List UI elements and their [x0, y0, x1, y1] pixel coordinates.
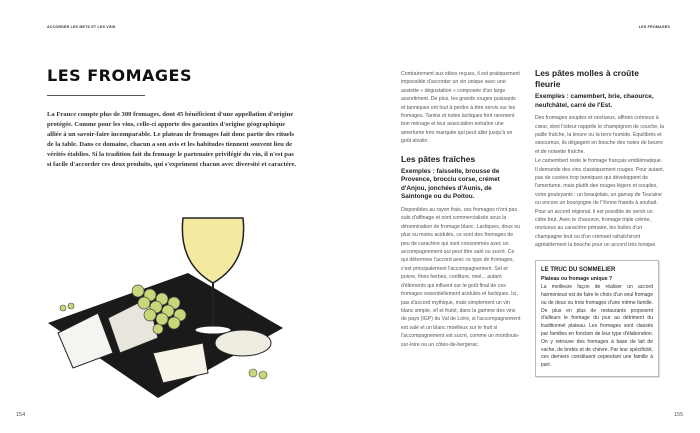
soft-cheese-examples: Exemples : camembert, brie, chaource, neufchâtel, carré de l'Est.: [535, 93, 654, 109]
tip-body: La meilleure façon de réaliser un accord harmonieux est de faire le choix d'un seul fromage ou de deux ou trois fromages d'une même famille. De plus en plus de restaurants proposent d'ailleurs le fromage du jour au détriment du traditionnel plateau. Les fromages sont classés par familles en fonction de leur type d'élaboration. On y retrouve des fromages à base de lait de vache, de brebis et de chèvre. Par leur spécificité, ces derniers constituent cependant une famille à part.: [541, 284, 653, 369]
soft-cheese-heading: Les pâtes molles à croûte fleurie: [535, 68, 639, 89]
soft-cheese-body-1: Des fromages souples et onctueux, affinés crémeux à cœur, dont l'odeur rappelle le champignon de couche, la paille fraîche, la levure ou la terre humide. Équilibrés et savoureux, ils dégagent en bouche des notes de beurre et de noisette fraîche.: [535, 115, 665, 155]
tip-title: LE TRUC DU SOMMELIER: [541, 266, 616, 273]
title-rule: [47, 95, 145, 96]
soft-cheese-body-2: Le camembert reste le fromage français emblématique. Il demande des vins classiquement rouges. Pour autant, pas de cuvées trop tanniques qui développent de l'amertume, mais plutôt des rouges légers et souples, voire gouleyants : un beaujolais, un gamay de Touraine ou encore un bourgogne de l'Yonne friands à souhait. Pour un accord régional, il est possible de servir un cidre brut. Avec le chaource, fromage triple crème, onctueux au caractère primaire, les bulles d'un champagne brut ou d'un crémant rafraîchiront agréablement la bouche pour un accord très tonique.: [535, 158, 665, 249]
running-head-left: ACCORDER LES METS ET LES VINS: [47, 25, 116, 29]
fresh-cheese-examples: Exemples : faisselle, brousse de Provence, brocciu corse, crémet d'Anjou, jonchées d'Aunis, de Saintonge ou du Poitou.: [401, 167, 500, 201]
page-title: LES FROMAGES: [47, 66, 192, 85]
page-number-left: 154: [16, 412, 26, 418]
right-column-1: [401, 70, 521, 350]
cheese-board-illustration: [38, 203, 288, 403]
page-number-right: 155: [674, 412, 684, 418]
running-head-right: LES FROMAGES: [638, 25, 670, 29]
right-column-2: [535, 60, 665, 377]
fresh-cheese-body: Disponibles au rayon frais, ces fromages n'ont pas subi d'affinage et sont commercialisés sous la dénomination de fromage blanc. Lactiques, doux ou plus ou moins acidulés, ce sont des fromages de peu de caractère qui sont consommés avec un accompagnement qui peut être salé ou sucré. Ce qui détermine l'accord avec ce type de fromages, c'est principalement l'accompagnement. Sel et poivre, fines herbes, confiture, miel... autant d'éléments qui influent sur le goût final de ces fromages essentiellement acidulés et lactiques. Ici, pas d'accord mythique, mais simplement un vin blanc simple, vif et fruité, dans la gamme des vins de pays (IGP) du Val de Loire, si l'accompagnement est salé et un blanc moelleux sur le fruit si l'accompagnement est sucré, comme un montlouis-sur-loire ou un côtes-de-bergerac.: [401, 207, 521, 348]
fresh-cheese-heading: Les pâtes fraîches: [401, 153, 476, 164]
wine-glass: [182, 218, 243, 283]
tip-subtitle: Plateau ou fromage unique ?: [541, 275, 613, 282]
intro-paragraph: La France compte plus de 300 fromages, dont 45 bénéficient d'une appellation d'origine protégée. Comme pour les vins, celle-ci apporte des garanties d'origine géographique alliée à un savoir-faire incomparable. Le plateau de fromages fait donc partie des rituels de la table. Dans ce domaine, chacun a son avis et les habitudes tiennent souvent lieu de vérités établies. Si la tradition fait du fromage le partenaire privilégié du vin, il n'est pas si facile d'accorder ces deux produits, qui s'expriment chacun avec diversité et caractère.: [47, 111, 297, 168]
round-cheese: [215, 330, 271, 356]
sommelier-tip-box: [535, 260, 659, 377]
col1-intro: Contrairement aux idées reçues, il est pratiquement impossible d'accorder un vin unique avec une assiette « dégustation » composée d'un large assortiment. De plus, les grands rouges puissants et tanniques ont tout à perdre à être servis sur les fromages. Tanins et notes lactiques font rarement bon ménage et leur association entraîne une amertume très marquée qui peut aller jusqu'à un goût alcalin.: [401, 71, 520, 145]
